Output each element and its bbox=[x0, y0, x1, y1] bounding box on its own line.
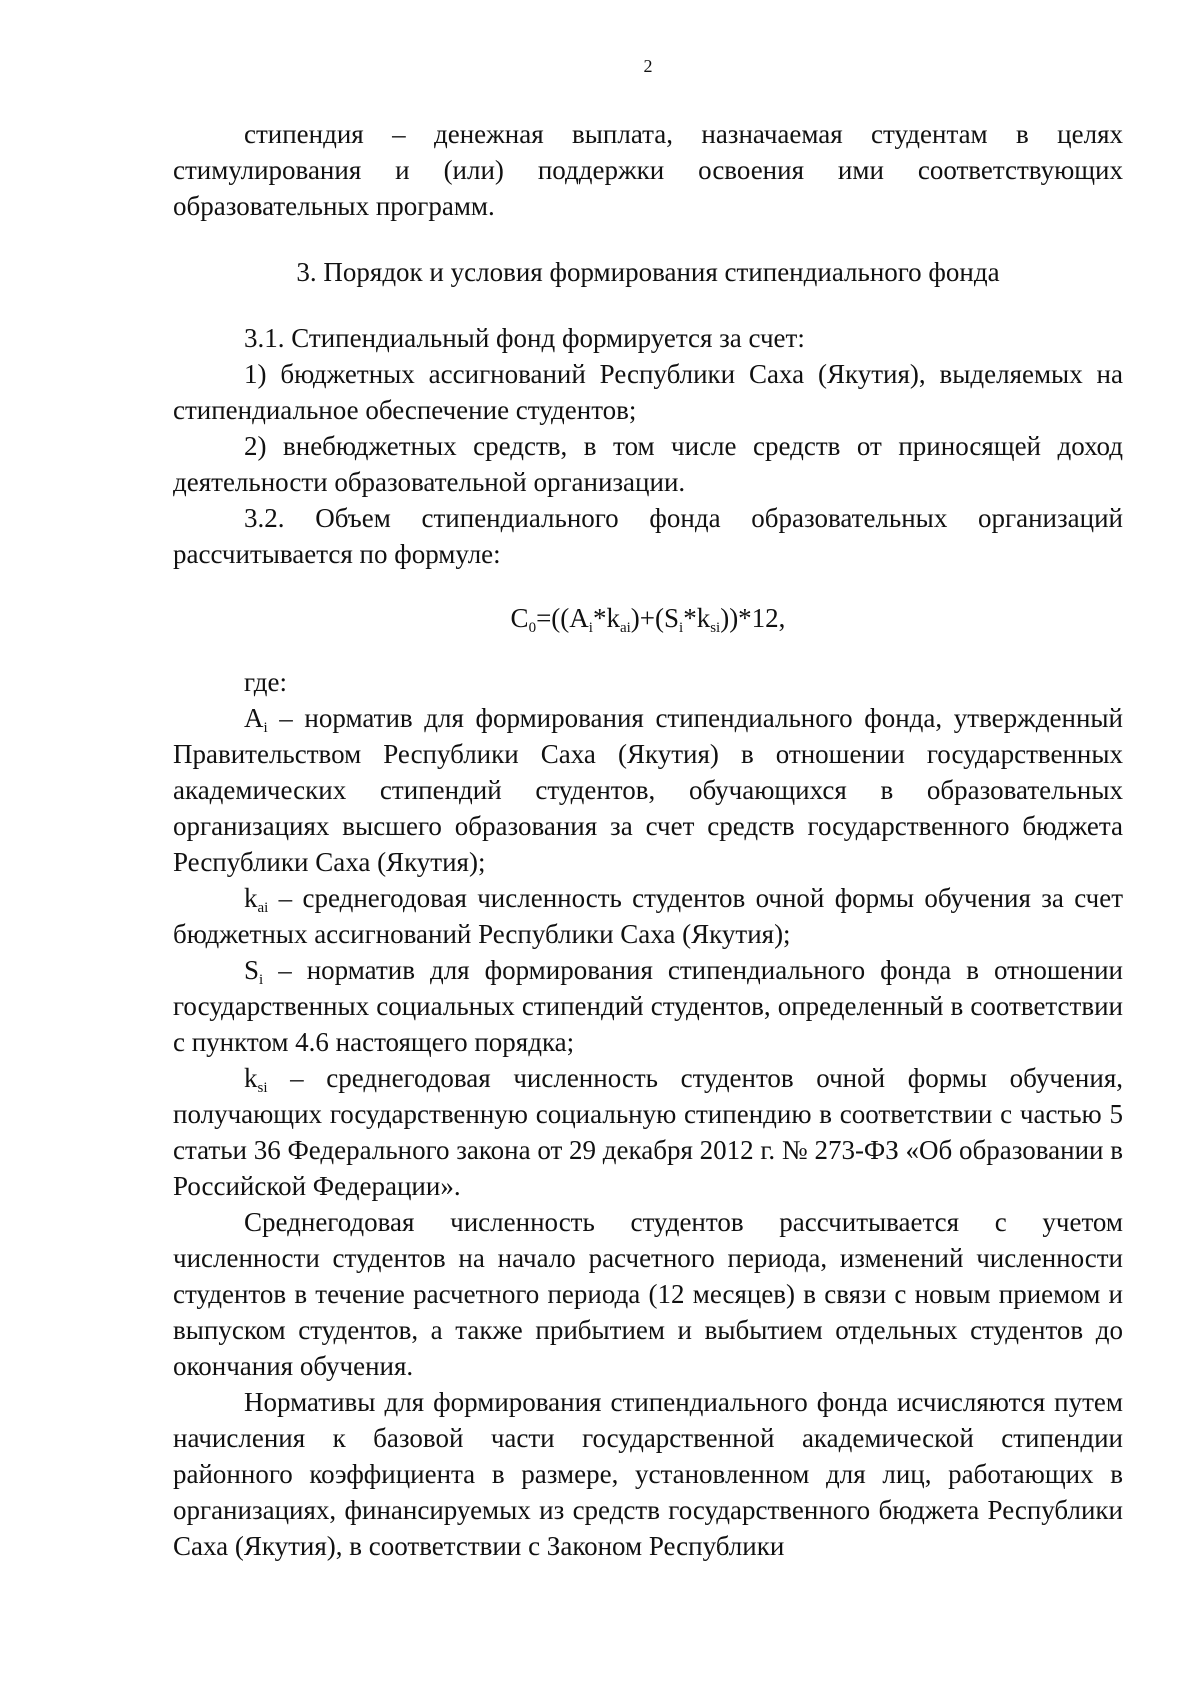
symbol-kai: k bbox=[244, 883, 258, 913]
definition-ai bbox=[173, 700, 1123, 880]
section-heading: 3. Порядок и условия формирования стипендиального фонда bbox=[296, 257, 1000, 287]
formula-mid: )+(S bbox=[630, 603, 680, 633]
symbol-kai-sub: ai bbox=[257, 900, 269, 916]
symbol-ksi-sub: si bbox=[257, 1080, 268, 1096]
symbol-s-sub: i bbox=[259, 972, 264, 988]
definition-ksi-text: – среднегодовая численность студентов очной формы обучения, получающих государственную социальную стипендию в соответствии с частью 5 статьи 36 Федерального закона от 29 декабря 2012 г. № 273-ФЗ «Об образовании в Российской Федерации». bbox=[173, 1063, 1123, 1201]
paragraph-norms: Нормативы для формирования стипендиального фонда исчисляются путем начисления к базовой части государственной академической стипендии районного коэффициента в размере, установленном для лиц, работающих в организациях, финансируемых из средств государственного бюджета Республики Саха (Якутия), в соответствии с Законом Республики bbox=[173, 1387, 1123, 1561]
definition-si bbox=[173, 952, 1123, 1060]
paragraph-3-1: 3.1. Стипендиальный фонд формируется за счет: bbox=[244, 323, 805, 353]
formula-ksi-sub: si bbox=[710, 620, 721, 636]
paragraph-3-2: 3.2. Объем стипендиального фонда образовательных организаций рассчитывается по формуле: bbox=[173, 503, 1123, 569]
formula-s-sub: i bbox=[679, 620, 684, 636]
formula bbox=[173, 600, 1123, 636]
definition-ai-text: – норматив для формирования стипендиального фонда, утвержденный Правительством Республики Саха (Якутия) в отношении государственных академических стипендий студентов, обучающихся в образовательных организациях высшего образования за счет средств государственного бюджета Республики Саха (Якутия); bbox=[173, 703, 1124, 877]
paragraph-stipend-definition: стипендия – денежная выплата, назначаемая студентам в целях стимулирования и (или) поддержки освоения ими соответствующих образовательных программ. bbox=[173, 119, 1123, 221]
symbol-s: S bbox=[244, 955, 260, 985]
formula-tail: ))*12, bbox=[720, 603, 786, 633]
definition-ksi bbox=[173, 1060, 1123, 1204]
paragraph-average-count: Среднегодовая численность студентов рассчитывается с учетом численности студентов на начало расчетного периода, изменений численности студентов в течение расчетного периода (12 месяцев) в связи с новым приемом и выпуском студентов, а также прибытием и выбытием отдельных студентов до окончания обучения. bbox=[173, 1207, 1123, 1381]
definition-si-text: – норматив для формирования стипендиального фонда в отношении государственных социальных стипендий студентов, определенный в соответствии с пунктом 4.6 настоящего порядка; bbox=[173, 955, 1124, 1057]
formula-a-sub: i bbox=[588, 620, 593, 636]
symbol-a: A bbox=[244, 703, 264, 733]
formula-kai-sub: ai bbox=[619, 620, 631, 636]
formula-star-1: *k bbox=[592, 603, 620, 633]
formula-c: C bbox=[510, 603, 529, 633]
formula-c-sub: 0 bbox=[528, 620, 537, 636]
paragraph-3-1-item-2: 2) внебюджетных средств, в том числе средств от приносящей доход деятельности образовательной организации. bbox=[173, 431, 1123, 497]
paragraph-3-1-item-1: 1) бюджетных ассигнований Республики Саха (Якутия), выделяемых на стипендиальное обеспечение студентов; bbox=[173, 359, 1123, 425]
page-number: 2 bbox=[643, 56, 653, 76]
definition-kai bbox=[173, 880, 1123, 952]
paragraph-where: где: bbox=[244, 667, 287, 697]
definition-kai-text: – среднегодовая численность студентов очной формы обучения за счет бюджетных ассигнований Республики Саха (Якутия); bbox=[173, 883, 1123, 949]
symbol-ksi: k bbox=[244, 1063, 258, 1093]
symbol-a-sub: i bbox=[263, 720, 268, 736]
formula-star-2: *k bbox=[683, 603, 711, 633]
formula-open: =((A bbox=[536, 603, 589, 633]
document-body bbox=[173, 116, 1123, 1564]
